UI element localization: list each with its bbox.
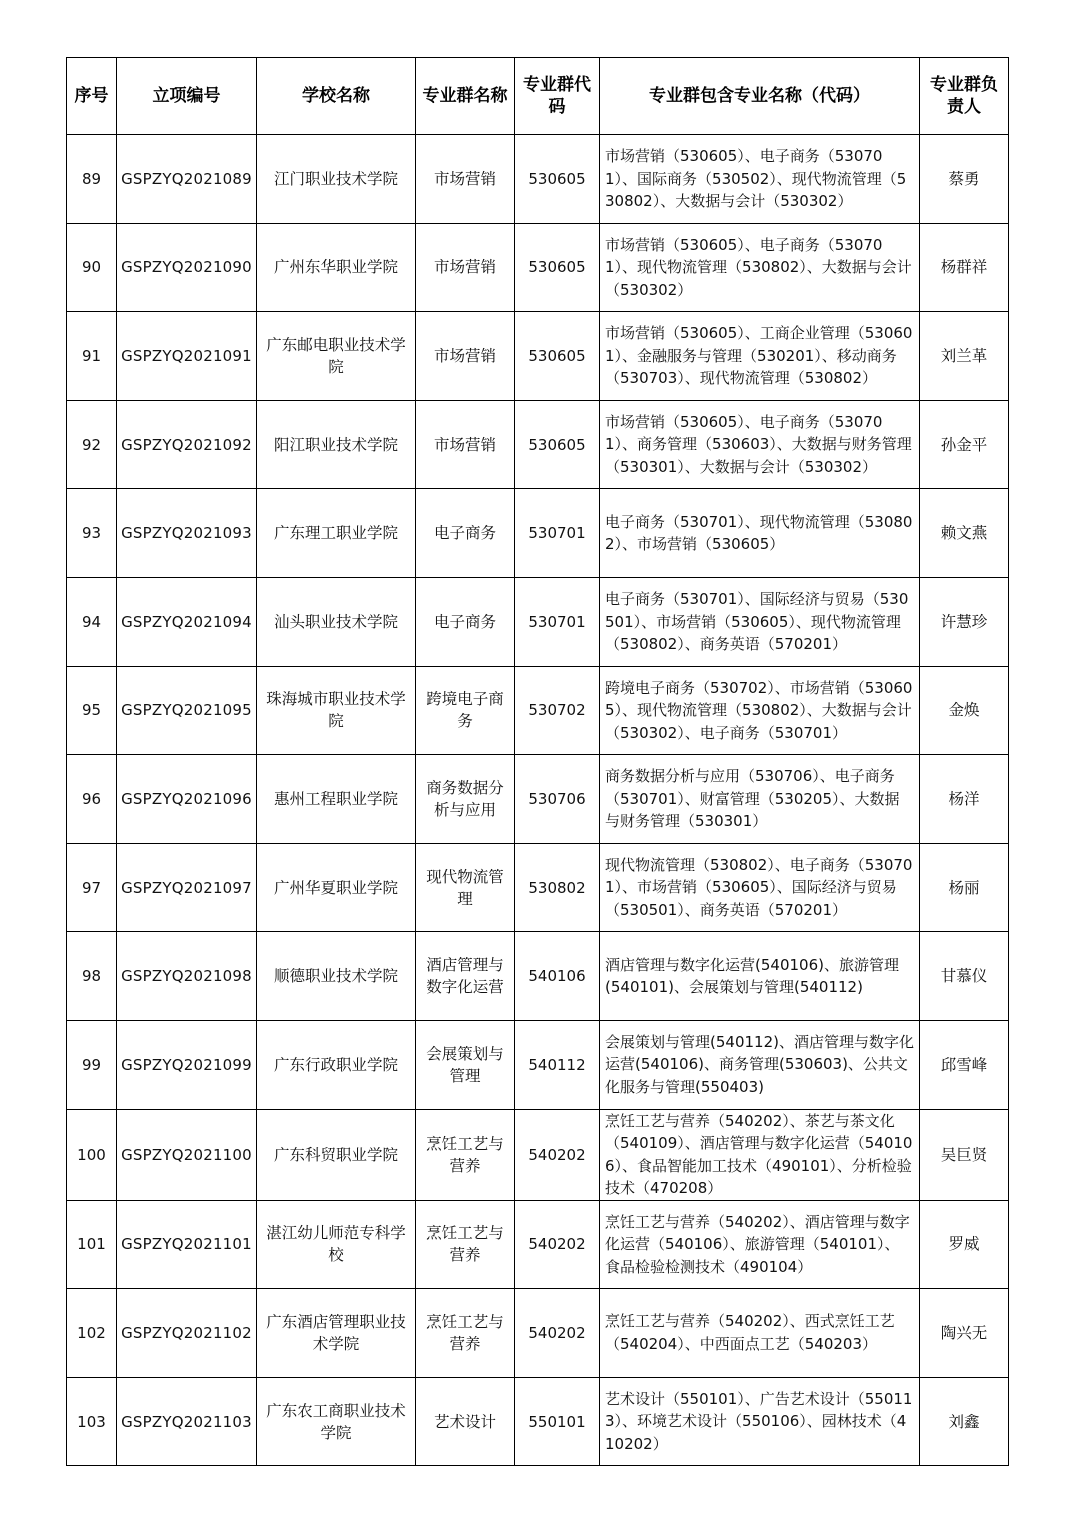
table-row — [67, 135, 1009, 224]
cell-group-code: 530605 — [515, 312, 600, 401]
cell-project-id: GSPZYQ2021092 — [117, 400, 257, 489]
cell-project-id: GSPZYQ2021102 — [117, 1289, 257, 1378]
cell-leader: 杨洋 — [920, 755, 1009, 844]
cell-group-name: 电子商务 — [416, 577, 515, 666]
cell-group-code: 530605 — [515, 400, 600, 489]
cell-leader: 蔡勇 — [920, 135, 1009, 224]
cell-group-code: 540106 — [515, 932, 600, 1021]
cell-seq: 92 — [67, 400, 117, 489]
cell-group-name: 会展策划与管理 — [416, 1020, 515, 1109]
cell-leader: 刘兰革 — [920, 312, 1009, 401]
cell-school: 江门职业技术学院 — [257, 135, 416, 224]
cell-group-name: 烹饪工艺与营养 — [416, 1200, 515, 1289]
cell-school: 阳江职业技术学院 — [257, 400, 416, 489]
cell-majors: 市场营销（530605）、工商企业管理（530601）、金融服务与管理（530201）、移动商务（530703）、现代物流管理（530802） — [600, 312, 920, 401]
cell-majors: 市场营销（530605）、电子商务（530701）、国际商务（530502）、现代物流管理（530802）、大数据与会计（530302） — [600, 135, 920, 224]
cell-group-code: 530605 — [515, 135, 600, 224]
cell-seq: 96 — [67, 755, 117, 844]
cell-group-name: 市场营销 — [416, 135, 515, 224]
cell-project-id: GSPZYQ2021095 — [117, 666, 257, 755]
cell-seq: 97 — [67, 843, 117, 932]
cell-group-code: 530701 — [515, 577, 600, 666]
cell-seq: 89 — [67, 135, 117, 224]
table-row — [67, 1377, 1009, 1466]
cell-seq: 95 — [67, 666, 117, 755]
cell-leader: 陶兴无 — [920, 1289, 1009, 1378]
cell-leader: 杨群祥 — [920, 223, 1009, 312]
cell-project-id: GSPZYQ2021089 — [117, 135, 257, 224]
cell-majors: 现代物流管理（530802）、电子商务（530701）、市场营销（530605）、国际经济与贸易（530501）、商务英语（570201） — [600, 843, 920, 932]
table-row — [67, 312, 1009, 401]
cell-majors: 跨境电子商务（530702）、市场营销（530605）、现代物流管理（530802）、大数据与会计（530302）、电子商务（530701） — [600, 666, 920, 755]
table-row — [67, 577, 1009, 666]
cell-group-name: 酒店管理与数字化运营 — [416, 932, 515, 1021]
cell-seq: 99 — [67, 1020, 117, 1109]
cell-project-id: GSPZYQ2021100 — [117, 1109, 257, 1200]
cell-school: 广东理工职业学院 — [257, 489, 416, 578]
cell-school: 广东农工商职业技术学院 — [257, 1377, 416, 1466]
cell-group-code: 540202 — [515, 1289, 600, 1378]
cell-school: 顺德职业技术学院 — [257, 932, 416, 1021]
cell-leader: 罗威 — [920, 1200, 1009, 1289]
cell-school: 广东科贸职业学院 — [257, 1109, 416, 1200]
cell-leader: 赖文燕 — [920, 489, 1009, 578]
cell-project-id: GSPZYQ2021091 — [117, 312, 257, 401]
cell-group-code: 530702 — [515, 666, 600, 755]
cell-seq: 103 — [67, 1377, 117, 1466]
table-row — [67, 932, 1009, 1021]
cell-school: 广东酒店管理职业技术学院 — [257, 1289, 416, 1378]
cell-majors: 电子商务（530701）、现代物流管理（530802）、市场营销（530605） — [600, 489, 920, 578]
cell-seq: 91 — [67, 312, 117, 401]
cell-majors: 烹饪工艺与营养（540202）、茶艺与茶文化（540109）、酒店管理与数字化运营（540106）、食品智能加工技术（490101）、分析检验技术（470208） — [600, 1109, 920, 1200]
cell-project-id: GSPZYQ2021093 — [117, 489, 257, 578]
cell-school: 湛江幼儿师范专科学校 — [257, 1200, 416, 1289]
cell-group-name: 市场营销 — [416, 400, 515, 489]
cell-school: 珠海城市职业技术学院 — [257, 666, 416, 755]
cell-leader: 甘慕仪 — [920, 932, 1009, 1021]
header-project-id: 立项编号 — [117, 58, 257, 135]
cell-group-name: 艺术设计 — [416, 1377, 515, 1466]
header-group-name: 专业群名称 — [416, 58, 515, 135]
table-row — [67, 489, 1009, 578]
cell-group-name: 现代物流管理 — [416, 843, 515, 932]
cell-group-code: 530802 — [515, 843, 600, 932]
table-row — [67, 1020, 1009, 1109]
header-majors: 专业群包含专业名称（代码） — [600, 58, 920, 135]
cell-leader: 杨丽 — [920, 843, 1009, 932]
cell-group-code: 530701 — [515, 489, 600, 578]
cell-project-id: GSPZYQ2021099 — [117, 1020, 257, 1109]
cell-group-code: 550101 — [515, 1377, 600, 1466]
cell-seq: 101 — [67, 1200, 117, 1289]
table-row — [67, 666, 1009, 755]
cell-project-id: GSPZYQ2021098 — [117, 932, 257, 1021]
cell-leader: 刘鑫 — [920, 1377, 1009, 1466]
cell-group-name: 电子商务 — [416, 489, 515, 578]
cell-seq: 94 — [67, 577, 117, 666]
table-row — [67, 843, 1009, 932]
cell-majors: 市场营销（530605）、电子商务（530701）、现代物流管理（530802）、大数据与会计（530302） — [600, 223, 920, 312]
cell-majors: 市场营销（530605）、电子商务（530701）、商务管理（530603）、大数据与财务管理（530301）、大数据与会计（530302） — [600, 400, 920, 489]
cell-school: 广东行政职业学院 — [257, 1020, 416, 1109]
cell-majors: 电子商务（530701）、国际经济与贸易（530501）、市场营销（530605）、现代物流管理（530802）、商务英语（570201） — [600, 577, 920, 666]
project-table — [66, 57, 1009, 1466]
cell-seq: 102 — [67, 1289, 117, 1378]
cell-school: 广州东华职业学院 — [257, 223, 416, 312]
document-page — [66, 57, 1008, 1466]
cell-group-name: 市场营销 — [416, 312, 515, 401]
cell-leader: 邱雪峰 — [920, 1020, 1009, 1109]
cell-school: 广州华夏职业学院 — [257, 843, 416, 932]
cell-project-id: GSPZYQ2021094 — [117, 577, 257, 666]
header-group-code: 专业群代码 — [515, 58, 600, 135]
cell-majors: 商务数据分析与应用（530706）、电子商务（530701）、财富管理（530205）、大数据与财务管理（530301） — [600, 755, 920, 844]
cell-leader: 孙金平 — [920, 400, 1009, 489]
header-school: 学校名称 — [257, 58, 416, 135]
table-row — [67, 1109, 1009, 1200]
cell-leader: 吴巨贤 — [920, 1109, 1009, 1200]
cell-school: 广东邮电职业技术学院 — [257, 312, 416, 401]
cell-school: 汕头职业技术学院 — [257, 577, 416, 666]
cell-seq: 90 — [67, 223, 117, 312]
cell-group-code: 540202 — [515, 1200, 600, 1289]
table-row — [67, 400, 1009, 489]
cell-seq: 100 — [67, 1109, 117, 1200]
cell-project-id: GSPZYQ2021090 — [117, 223, 257, 312]
cell-group-code: 540112 — [515, 1020, 600, 1109]
cell-leader: 许慧珍 — [920, 577, 1009, 666]
cell-group-name: 烹饪工艺与营养 — [416, 1109, 515, 1200]
cell-group-name: 烹饪工艺与营养 — [416, 1289, 515, 1378]
cell-majors: 艺术设计（550101）、广告艺术设计（550113）、环境艺术设计（550106）、园林技术（410202） — [600, 1377, 920, 1466]
cell-project-id: GSPZYQ2021096 — [117, 755, 257, 844]
table-row — [67, 1289, 1009, 1378]
table-row — [67, 755, 1009, 844]
cell-majors: 烹饪工艺与营养（540202）、酒店管理与数字化运营（540106）、旅游管理（540101）、食品检验检测技术（490104） — [600, 1200, 920, 1289]
cell-project-id: GSPZYQ2021103 — [117, 1377, 257, 1466]
cell-majors: 会展策划与管理(540112)、酒店管理与数字化运营(540106)、商务管理(530603)、公共文化服务与管理(550403) — [600, 1020, 920, 1109]
cell-group-code: 540202 — [515, 1109, 600, 1200]
table-header-row — [67, 58, 1009, 135]
cell-group-name: 市场营销 — [416, 223, 515, 312]
table-row — [67, 223, 1009, 312]
cell-group-code: 530605 — [515, 223, 600, 312]
cell-seq: 93 — [67, 489, 117, 578]
cell-majors: 酒店管理与数字化运营(540106)、旅游管理(540101)、会展策划与管理(540112) — [600, 932, 920, 1021]
cell-project-id: GSPZYQ2021101 — [117, 1200, 257, 1289]
cell-majors: 烹饪工艺与营养（540202）、西式烹饪工艺（540204）、中西面点工艺（540203） — [600, 1289, 920, 1378]
table-row — [67, 1200, 1009, 1289]
cell-seq: 98 — [67, 932, 117, 1021]
cell-group-name: 商务数据分析与应用 — [416, 755, 515, 844]
cell-group-name: 跨境电子商务 — [416, 666, 515, 755]
cell-project-id: GSPZYQ2021097 — [117, 843, 257, 932]
cell-leader: 金焕 — [920, 666, 1009, 755]
cell-school: 惠州工程职业学院 — [257, 755, 416, 844]
cell-group-code: 530706 — [515, 755, 600, 844]
header-leader: 专业群负责人 — [920, 58, 1009, 135]
header-seq: 序号 — [67, 58, 117, 135]
